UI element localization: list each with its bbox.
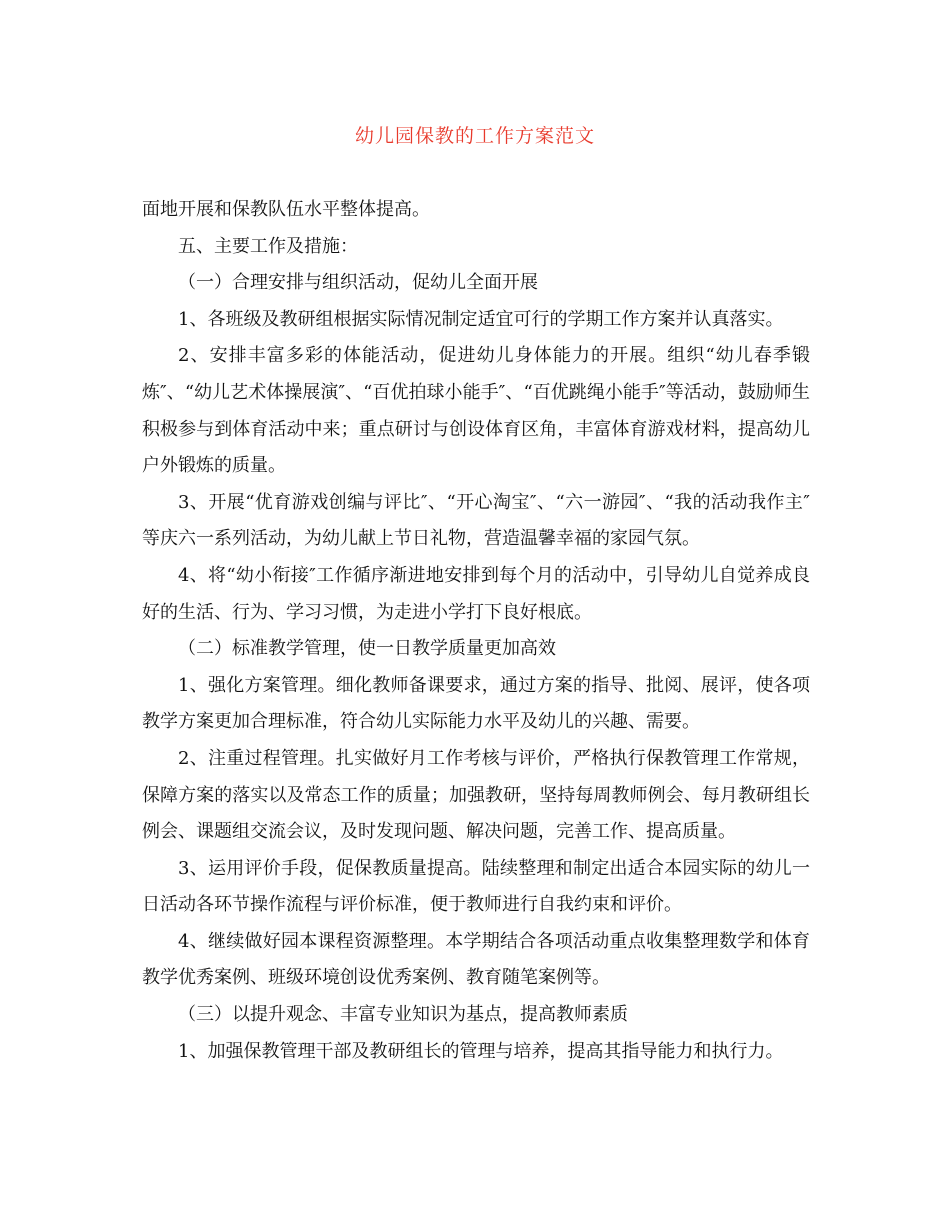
paragraph: 3、开展“优育游戏创编与评比″、“开心淘宝″、“六一游园″、“我的活动我作主″等庆六一系列活动，为幼儿献上节日礼物，营造温馨幸福的家园气氛。 [142,491,810,550]
document-title: 幼儿园保教的工作方案范文 [354,125,595,147]
paragraph: 2、安排丰富多彩的体能活动，促进幼儿身体能力的开展。组织“幼儿春季锻炼″、“幼儿艺术体操展演″、“百优拍球小能手″、“百优跳绳小能手″等活动，鼓励师生积极参与到体育活动中来；重点研讨与创设体育区角，丰富体育游戏材料，提高幼儿户外锻炼的质量。 [142,345,810,477]
subsection-heading: （一）合理安排与组织活动，促幼儿全面开展 [178,272,538,294]
paragraph: 面地开展和保教队伍水平整体提高。 [142,199,430,220]
paragraph: 1、各班级及教研组根据实际情况制定适宜可行的学期工作方案并认真落实。 [178,308,784,330]
subsection-heading: （三）以提升观念、丰富专业知识为基点，提高教师素质 [178,1004,628,1026]
paragraph: 4、继续做好园本课程资源整理。本学期结合各项活动重点收集整理数学和体育教学优秀案例、班级环境创设优秀案例、教育随笔案例等。 [142,930,810,989]
paragraph: 4、将“幼小衔接″工作循序渐进地安排到每个月的活动中，引导幼儿自觉养成良好的生活、行为、学习习惯，为走进小学打下良好根底。 [142,564,810,623]
paragraph: 1、强化方案管理。细化教师备课要求，通过方案的指导、批阅、展评，使各项教学方案更加合理标准，符合幼儿实际能力水平及幼儿的兴趣、需要。 [142,674,810,733]
paragraph: 2、注重过程管理。扎实做好月工作考核与评价，严格执行保教管理工作常规，保障方案的落实以及常态工作的质量；加强教研，坚持每周教师例会、每月教研组长例会、课题组交流会议，及时发现问题、解决问题，完善工作、提高质量。 [142,747,810,843]
document-body [142,192,810,1070]
paragraph: 1、加强保教管理干部及教研组长的管理与培养，提高其指导能力和执行力。 [178,1040,784,1062]
section-heading: 五、主要工作及措施： [178,235,358,257]
paragraph: 3、运用评价手段，促保教质量提高。陆续整理和制定出适合本园实际的幼儿一日活动各环节操作流程与评价标准，便于教师进行自我约束和评价。 [142,857,810,916]
subsection-heading: （二）标准教学管理，使一日教学质量更加高效 [178,638,556,660]
